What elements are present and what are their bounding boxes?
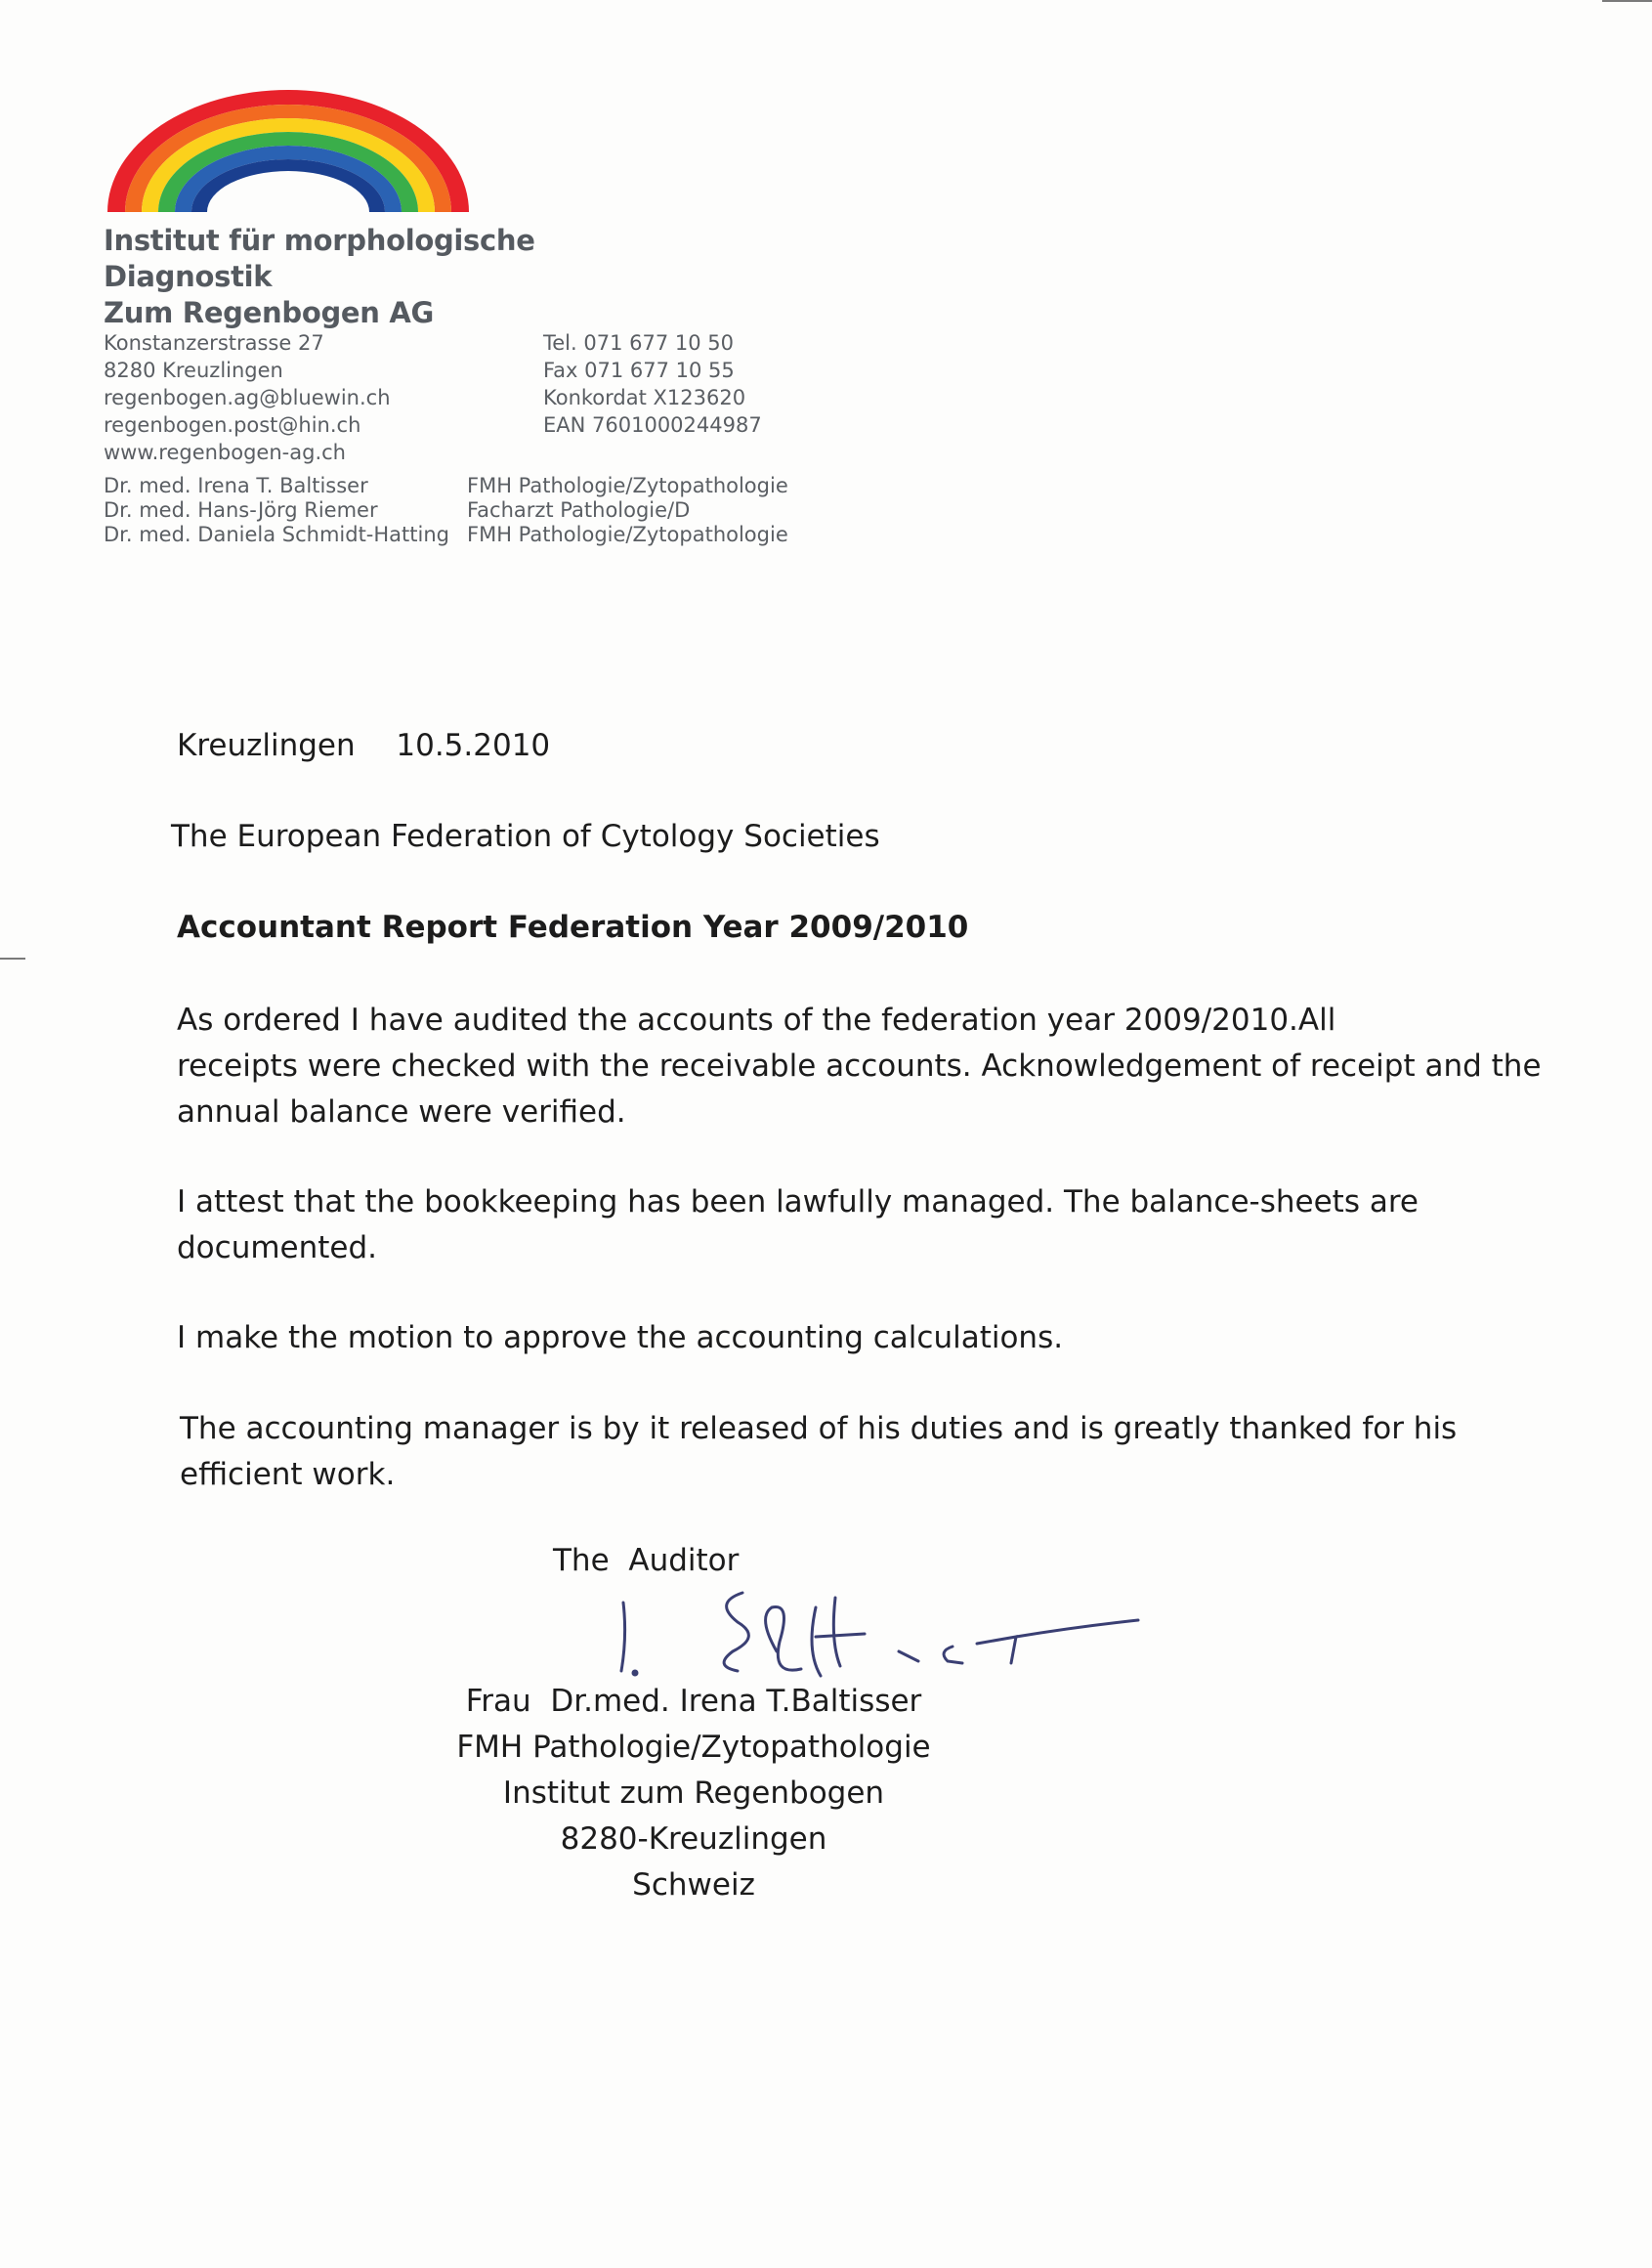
doctor-titles [467,474,788,547]
paragraph-line: As ordered I have audited the accounts of the federation year 2009/2010.All [177,1003,1336,1038]
fax-number: Fax 071 677 10 55 [543,359,735,382]
paragraph-motion: I make the motion to approve the accounting calculations. [177,1320,1064,1355]
address-line: 8280 Kreuzlingen [104,359,283,382]
signatory-title: FMH Pathologie/Zytopathologie [456,1730,931,1765]
institute-name [104,223,535,331]
date: 10.5.2010 [396,728,551,763]
place-date-line [177,728,550,763]
paragraph-line: The accounting manager is by it released of his duties and is greatly thanked for his [180,1411,1458,1446]
konkordat-number: Konkordat X123620 [543,386,746,409]
closing: The Auditor [553,1543,740,1578]
subject-line: Accountant Report Federation Year 2009/2010 [177,910,969,945]
doctor-name: Dr. med. Daniela Schmidt-Hatting [104,523,449,546]
address-line: Konstanzerstrasse 27 [104,331,324,355]
website-link[interactable]: www.regenbogen-ag.ch [104,441,346,464]
contact-block [543,329,762,439]
paragraph-line: I attest that the bookkeeping has been lawfully managed. The balance-sheets are [177,1184,1419,1220]
signatory-city: 8280-Kreuzlingen [560,1821,827,1857]
scan-edge-mark [1602,0,1652,2]
paragraph-line: receipts were checked with the receivable accounts. Acknowledgement of receipt and the [177,1048,1542,1084]
paragraph-line: annual balance were verified. [177,1094,626,1130]
paragraph-line: documented. [177,1230,378,1265]
scan-edge-mark [0,958,25,960]
doctor-title: FMH Pathologie/Zytopathologie [467,474,788,497]
email-link[interactable]: regenbogen.post@hin.ch [104,413,361,437]
institute-name-line: Zum Regenbogen AG [104,296,435,329]
email-link[interactable]: regenbogen.ag@bluewin.ch [104,386,391,409]
signatory-country: Schweiz [632,1867,755,1903]
address-block [104,329,391,466]
rainbow-logo-icon [98,83,479,215]
recipient: The European Federation of Cytology Societies [171,819,880,854]
institute-name-line: Diagnostik [104,260,273,293]
institute-name-line: Institut für morphologische [104,224,535,257]
signatory-block [420,1679,967,1908]
ean-number: EAN 7601000244987 [543,413,762,437]
signatory-name: Frau Dr.med. Irena T.Baltisser [465,1684,922,1719]
paragraph-audit [177,998,1584,1135]
place: Kreuzlingen [177,728,356,763]
doctor-name: Dr. med. Irena T. Baltisser [104,474,368,497]
paragraph-line: efficient work. [180,1457,396,1492]
phone-number: Tel. 071 677 10 50 [543,331,734,355]
signatory-institute: Institut zum Regenbogen [502,1776,885,1811]
doctor-names [104,474,449,547]
doctor-name: Dr. med. Hans-Jörg Riemer [104,498,378,522]
paragraph-attest [177,1179,1584,1271]
doctor-title: FMH Pathologie/Zytopathologie [467,523,788,546]
doctor-title: Facharzt Pathologie/D [467,498,691,522]
paragraph-release [180,1406,1587,1498]
